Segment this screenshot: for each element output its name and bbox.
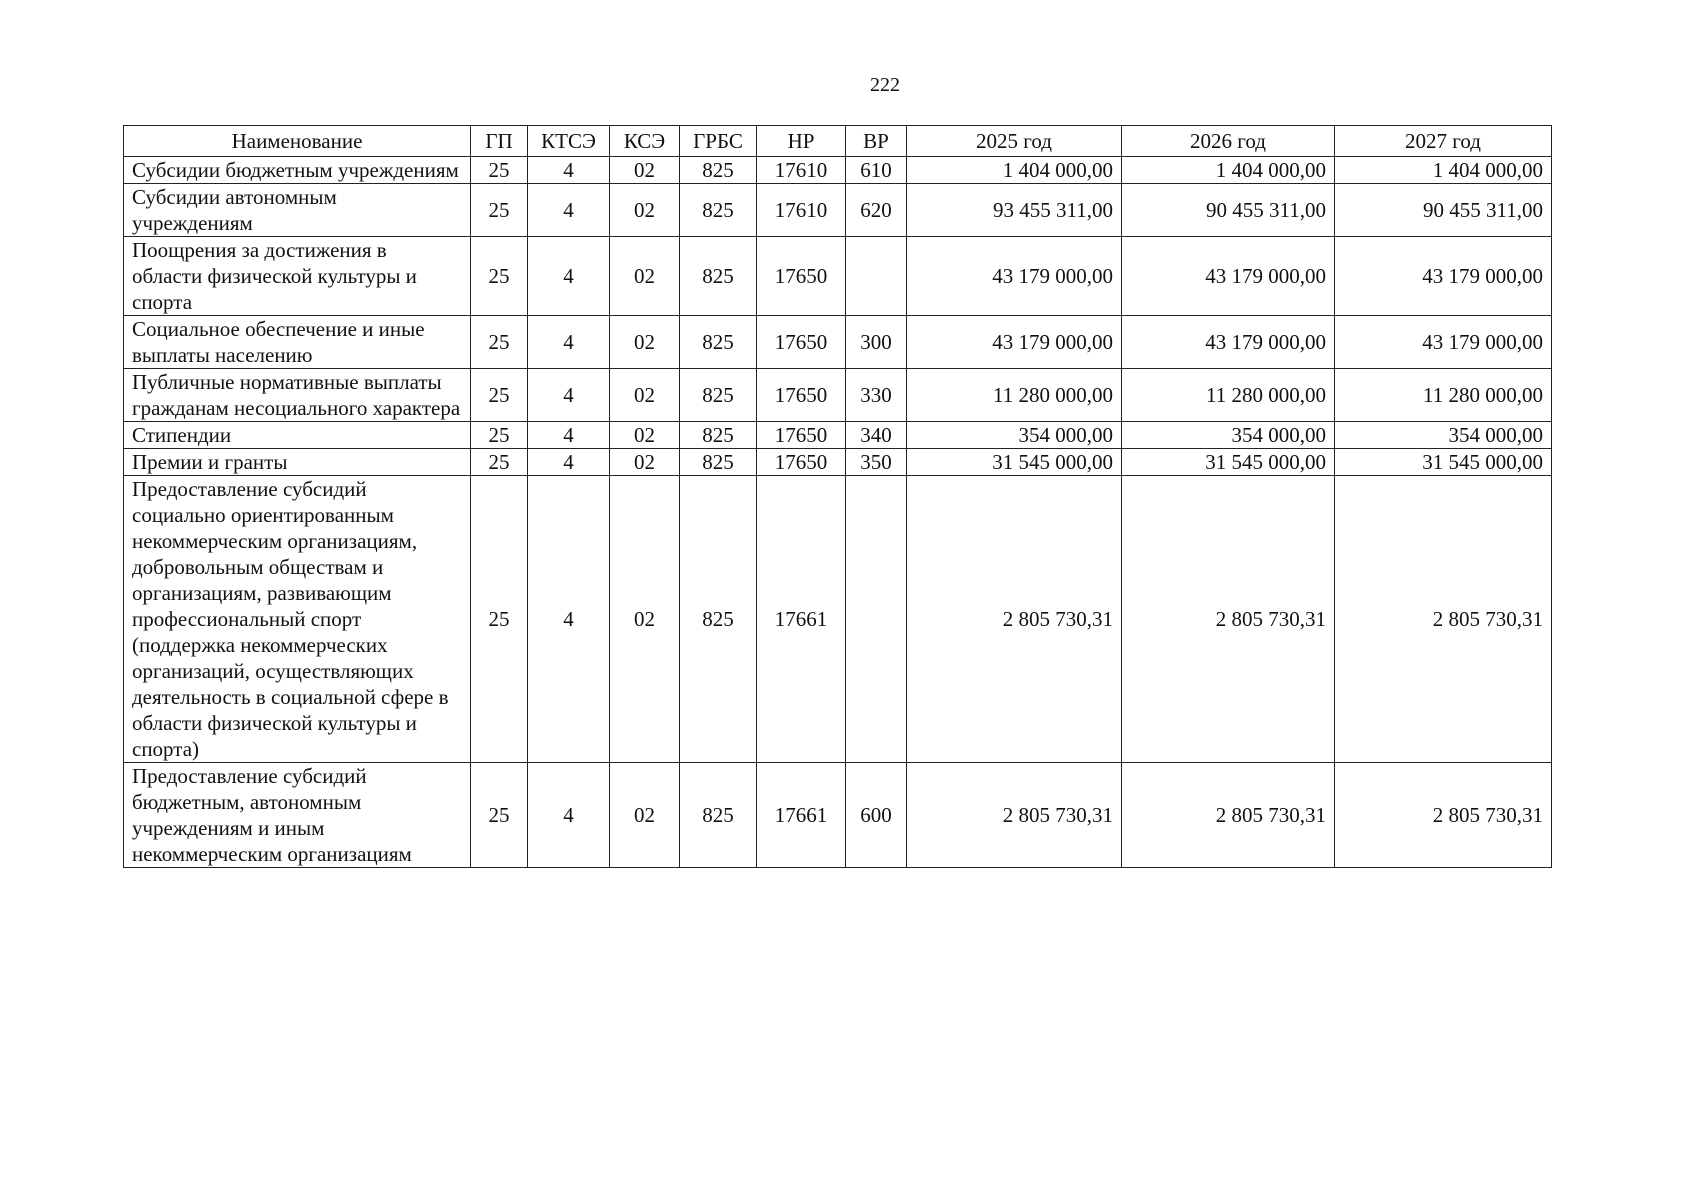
- cell-nr: 17650: [757, 449, 846, 476]
- cell-ktse: 4: [528, 422, 610, 449]
- cell-gp: 25: [471, 237, 528, 316]
- cell-grbs: 825: [680, 763, 757, 868]
- cell-name: Поощрения за достижения в области физической культуры и спорта: [124, 237, 471, 316]
- cell-2026: 31 545 000,00: [1122, 449, 1335, 476]
- table-row: [124, 157, 1552, 184]
- table-row: [124, 476, 1552, 763]
- cell-2027: 2 805 730,31: [1335, 476, 1552, 763]
- cell-2027: 11 280 000,00: [1335, 369, 1552, 422]
- cell-vr: 350: [846, 449, 907, 476]
- table-row: [124, 184, 1552, 237]
- cell-nr: 17661: [757, 763, 846, 868]
- cell-name: Предоставление субсидий бюджетным, автономным учреждениям и иным некоммерческим организациям: [124, 763, 471, 868]
- cell-kse: 02: [610, 157, 680, 184]
- cell-nr: 17661: [757, 476, 846, 763]
- cell-grbs: 825: [680, 449, 757, 476]
- cell-ktse: 4: [528, 237, 610, 316]
- cell-2025: 2 805 730,31: [907, 763, 1122, 868]
- cell-vr: 610: [846, 157, 907, 184]
- cell-2025: 43 179 000,00: [907, 316, 1122, 369]
- cell-gp: 25: [471, 369, 528, 422]
- table-row: [124, 369, 1552, 422]
- cell-ktse: 4: [528, 449, 610, 476]
- cell-kse: 02: [610, 476, 680, 763]
- header-2025: 2025 год: [907, 126, 1122, 157]
- cell-ktse: 4: [528, 184, 610, 237]
- cell-grbs: 825: [680, 422, 757, 449]
- page-number: 222: [870, 74, 900, 96]
- cell-2027: 43 179 000,00: [1335, 316, 1552, 369]
- cell-2027: 2 805 730,31: [1335, 763, 1552, 868]
- cell-name: Предоставление субсидий социально ориентированным некоммерческим организациям, добровольным обществам и организациям, развивающим профессиональный спорт (поддержка некоммерческих организаций, осуществляющих деятельность в социальной сфере в области физической культуры и спорта): [124, 476, 471, 763]
- cell-name: Публичные нормативные выплаты гражданам несоциального характера: [124, 369, 471, 422]
- cell-gp: 25: [471, 184, 528, 237]
- cell-name: Стипендии: [124, 422, 471, 449]
- cell-2025: 31 545 000,00: [907, 449, 1122, 476]
- cell-ktse: 4: [528, 316, 610, 369]
- table-row: [124, 449, 1552, 476]
- cell-gp: 25: [471, 476, 528, 763]
- cell-2026: 11 280 000,00: [1122, 369, 1335, 422]
- cell-kse: 02: [610, 763, 680, 868]
- cell-2026: 354 000,00: [1122, 422, 1335, 449]
- header-grbs: ГРБС: [680, 126, 757, 157]
- cell-vr: 600: [846, 763, 907, 868]
- cell-name: Субсидии автономным учреждениям: [124, 184, 471, 237]
- cell-name: Субсидии бюджетным учреждениям: [124, 157, 471, 184]
- cell-grbs: 825: [680, 237, 757, 316]
- cell-2025: 1 404 000,00: [907, 157, 1122, 184]
- cell-2026: 2 805 730,31: [1122, 763, 1335, 868]
- cell-2027: 43 179 000,00: [1335, 237, 1552, 316]
- cell-kse: 02: [610, 422, 680, 449]
- cell-2026: 43 179 000,00: [1122, 237, 1335, 316]
- cell-grbs: 825: [680, 476, 757, 763]
- cell-2025: 93 455 311,00: [907, 184, 1122, 237]
- cell-grbs: 825: [680, 157, 757, 184]
- cell-gp: 25: [471, 763, 528, 868]
- cell-2027: 354 000,00: [1335, 422, 1552, 449]
- cell-kse: 02: [610, 316, 680, 369]
- header-2027: 2027 год: [1335, 126, 1552, 157]
- cell-nr: 17610: [757, 184, 846, 237]
- cell-2025: 11 280 000,00: [907, 369, 1122, 422]
- header-nr: НР: [757, 126, 846, 157]
- cell-2027: 90 455 311,00: [1335, 184, 1552, 237]
- cell-kse: 02: [610, 449, 680, 476]
- cell-gp: 25: [471, 157, 528, 184]
- header-2026: 2026 год: [1122, 126, 1335, 157]
- table-row: [124, 422, 1552, 449]
- cell-2025: 354 000,00: [907, 422, 1122, 449]
- cell-ktse: 4: [528, 476, 610, 763]
- header-vr: ВР: [846, 126, 907, 157]
- cell-name: Социальное обеспечение и иные выплаты населению: [124, 316, 471, 369]
- cell-grbs: 825: [680, 369, 757, 422]
- cell-2026: 2 805 730,31: [1122, 476, 1335, 763]
- cell-vr: [846, 476, 907, 763]
- cell-ktse: 4: [528, 763, 610, 868]
- cell-ktse: 4: [528, 369, 610, 422]
- cell-2027: 31 545 000,00: [1335, 449, 1552, 476]
- cell-vr: [846, 237, 907, 316]
- cell-vr: 330: [846, 369, 907, 422]
- header-name: Наименование: [124, 126, 471, 157]
- cell-nr: 17650: [757, 237, 846, 316]
- cell-kse: 02: [610, 237, 680, 316]
- cell-2026: 90 455 311,00: [1122, 184, 1335, 237]
- cell-grbs: 825: [680, 316, 757, 369]
- cell-kse: 02: [610, 369, 680, 422]
- header-kse: КСЭ: [610, 126, 680, 157]
- header-row: [124, 126, 1552, 157]
- cell-vr: 300: [846, 316, 907, 369]
- header-ktse: КТСЭ: [528, 126, 610, 157]
- cell-2027: 1 404 000,00: [1335, 157, 1552, 184]
- cell-2026: 1 404 000,00: [1122, 157, 1335, 184]
- cell-2026: 43 179 000,00: [1122, 316, 1335, 369]
- cell-nr: 17650: [757, 369, 846, 422]
- cell-nr: 17650: [757, 422, 846, 449]
- cell-gp: 25: [471, 422, 528, 449]
- header-gp: ГП: [471, 126, 528, 157]
- cell-kse: 02: [610, 184, 680, 237]
- cell-vr: 620: [846, 184, 907, 237]
- cell-2025: 43 179 000,00: [907, 237, 1122, 316]
- table-row: [124, 316, 1552, 369]
- budget-table: [123, 125, 1552, 868]
- cell-vr: 340: [846, 422, 907, 449]
- cell-grbs: 825: [680, 184, 757, 237]
- cell-name: Премии и гранты: [124, 449, 471, 476]
- cell-gp: 25: [471, 449, 528, 476]
- table-row: [124, 237, 1552, 316]
- table-row: [124, 763, 1552, 868]
- cell-gp: 25: [471, 316, 528, 369]
- cell-ktse: 4: [528, 157, 610, 184]
- cell-nr: 17610: [757, 157, 846, 184]
- cell-nr: 17650: [757, 316, 846, 369]
- cell-2025: 2 805 730,31: [907, 476, 1122, 763]
